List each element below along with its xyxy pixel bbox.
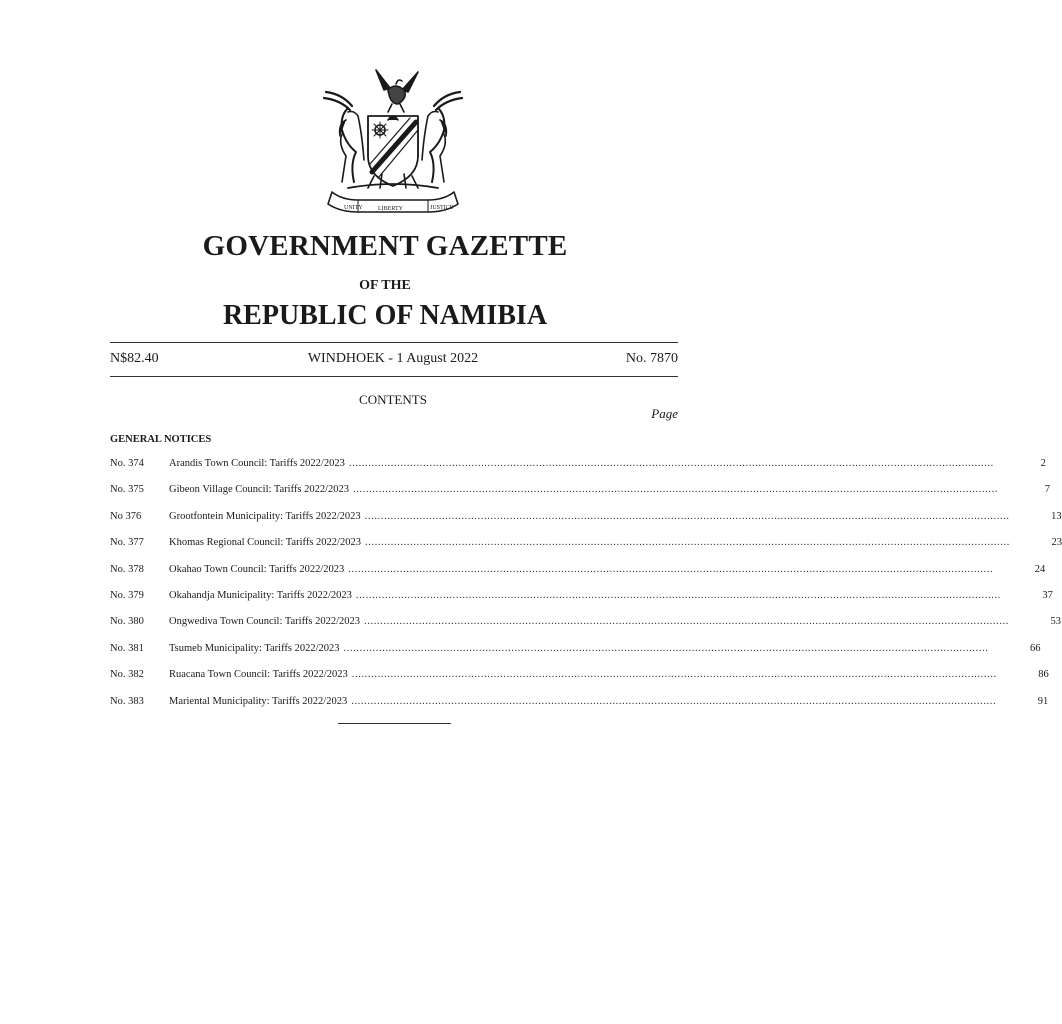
- dot-leader: ........................................................................................................................................................................................................: [348, 458, 994, 469]
- notice-page: 13: [1051, 510, 1062, 522]
- list-item[interactable]: [110, 589, 1053, 616]
- notice-title: Ongwediva Town Council: Tariffs 2022/2023: [169, 616, 361, 628]
- list-item[interactable]: [110, 458, 1046, 484]
- dot-leader: ........................................................................................................................................................................................................: [351, 669, 997, 681]
- dot-leader: ........................................................................................................................................................................................................: [351, 695, 997, 707]
- notice-title: Tsumeb Municipality: Tariffs 2022/2023: [169, 642, 340, 654]
- notice-page: 66: [1030, 642, 1041, 654]
- notice-number: No. 377: [110, 537, 144, 549]
- notice-page: 53: [1050, 616, 1062, 628]
- notice-number: No. 378: [110, 563, 144, 575]
- list-item[interactable]: [110, 510, 1062, 537]
- notice-title: Arandis Town Council: Tariffs 2022/2023: [169, 458, 345, 469]
- dot-leader: ........................................................................................................................................................................................................: [355, 589, 1001, 601]
- republic-title: REPUBLIC OF NAMIBIA: [222, 300, 548, 331]
- notice-number: No. 374: [110, 458, 144, 469]
- list-item[interactable]: [110, 484, 1051, 510]
- contents-heading: CONTENTS: [359, 392, 427, 407]
- list-item[interactable]: [110, 563, 1046, 590]
- dot-leader: ........................................................................................................................................................................................................: [353, 484, 999, 496]
- notice-number: No. 379: [110, 589, 144, 601]
- notice-title: Ruacana Town Council: Tariffs 2022/2023: [169, 669, 348, 681]
- top-divider: [110, 342, 678, 343]
- dot-leader: ........................................................................................................................................................................................................: [343, 642, 989, 654]
- notice-page: 23: [1051, 537, 1062, 549]
- section-heading: GENERAL NOTICES: [110, 434, 212, 445]
- notice-number: No. 383: [110, 695, 144, 707]
- notice-number: No. 380: [110, 616, 144, 628]
- coat-of-arms-icon: [318, 64, 468, 216]
- page-column-label: Page: [651, 406, 678, 421]
- dot-leader: ........................................................................................................................................................................................................: [364, 616, 1010, 628]
- gazette-issue-number: No. 7870: [625, 351, 678, 366]
- end-divider: [338, 723, 451, 724]
- notice-title: Grootfontein Municipality: Tariffs 2022/2023: [169, 510, 361, 522]
- notice-number: No. 382: [110, 669, 144, 681]
- dot-leader: ........................................................................................................................................................................................................: [348, 563, 994, 575]
- svg-text:UNITY: UNITY: [344, 205, 363, 211]
- notice-page: 2: [1040, 458, 1046, 469]
- svg-text:JUSTICE: JUSTICE: [430, 205, 454, 211]
- notice-title: Gibeon Village Council: Tariffs 2022/2023: [169, 484, 350, 496]
- contents-list: [110, 458, 1062, 722]
- notice-page: 91: [1037, 695, 1049, 707]
- notice-number: No 376: [110, 510, 142, 522]
- notice-title: Khomas Regional Council: Tariffs 2022/2023: [169, 537, 361, 549]
- dot-leader: ........................................................................................................................................................................................................: [364, 537, 1010, 549]
- notice-title: Okahandja Municipality: Tariffs 2022/2023: [169, 589, 352, 601]
- svg-text:LIBERTY: LIBERTY: [378, 206, 403, 212]
- notice-number: No. 381: [110, 642, 144, 654]
- list-item[interactable]: [110, 642, 1041, 669]
- gazette-of-the: OF THE: [359, 278, 411, 293]
- list-item[interactable]: [110, 695, 1049, 722]
- gazette-date: WINDHOEK - 1 August 2022: [307, 351, 479, 366]
- notice-page: 86: [1038, 669, 1049, 681]
- notice-title: Okahao Town Council: Tariffs 2022/2023: [169, 563, 345, 575]
- notice-number: No. 375: [110, 484, 144, 496]
- notice-page: 7: [1044, 484, 1051, 496]
- notice-page: 37: [1042, 589, 1053, 601]
- gazette-price: N$82.40: [110, 351, 159, 366]
- list-item[interactable]: [110, 616, 1062, 642]
- dot-leader: ........................................................................................................................................................................................................: [364, 510, 1010, 522]
- bottom-divider: [110, 376, 678, 377]
- notice-page: 24: [1034, 563, 1046, 575]
- list-item[interactable]: [110, 537, 1062, 563]
- notice-title: Mariental Municipality: Tariffs 2022/2023: [169, 695, 348, 707]
- list-item[interactable]: [110, 669, 1049, 695]
- gazette-title: GOVERNMENT GAZETTE: [202, 230, 568, 262]
